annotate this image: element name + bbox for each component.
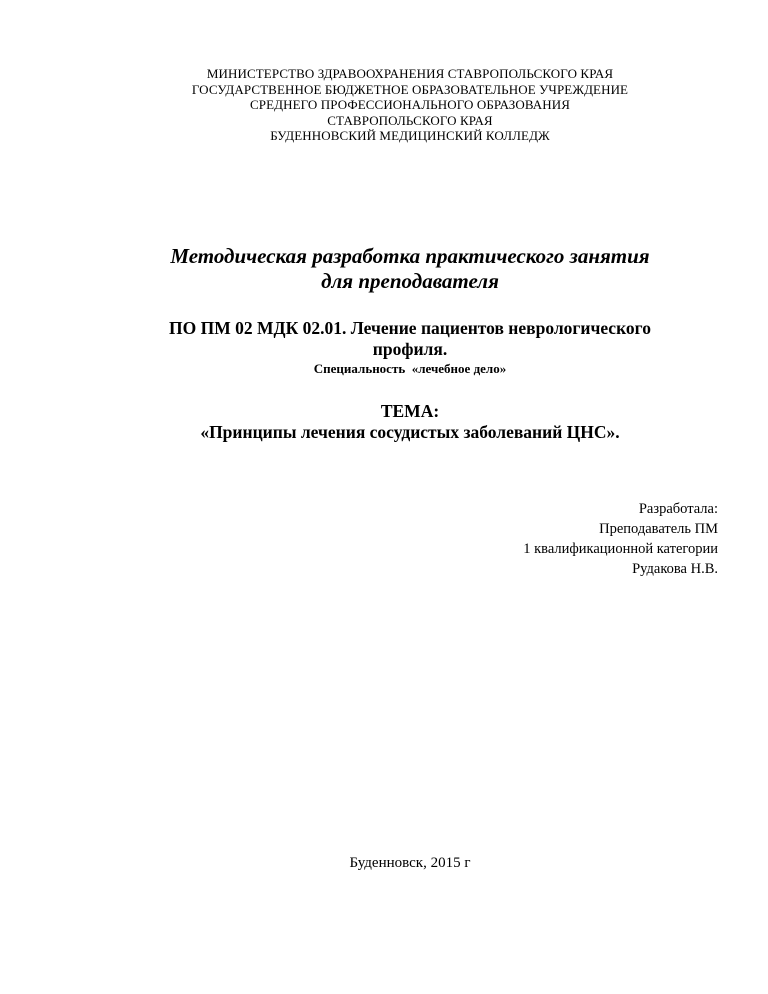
- header-region-line: СТАВРОПОЛЬСКОГО КРАЯ: [327, 112, 493, 128]
- document-title-line-1: Методическая разработка практического занятия: [170, 244, 650, 268]
- author-developed-by-label: Разработала:: [638, 501, 718, 517]
- author-name: Рудакова Н.В.: [632, 561, 718, 577]
- header-college-name-line: БУДЕННОВСКИЙ МЕДИЦИНСКИЙ КОЛЛЕДЖ: [270, 128, 550, 143]
- header-ministry-line: МИНИСТЕРСТВО ЗДРАВООХРАНЕНИЯ СТАВРОПОЛЬСКОГО КРАЯ: [206, 66, 614, 81]
- course-heading: [0, 318, 768, 360]
- document-title: [0, 244, 768, 294]
- author-position: Преподаватель ПМ: [599, 521, 718, 537]
- header-education-level-line: СРЕДНЕГО ПРОФЕССИОНАЛЬНОГО ОБРАЗОВАНИЯ: [249, 97, 571, 112]
- document-title-line-2: для преподавателя: [321, 269, 499, 293]
- course-heading-line-2: профиля.: [372, 339, 448, 359]
- author-qualification: 1 квалификационной категории: [523, 541, 718, 557]
- author-block: [523, 499, 718, 579]
- institution-header: [0, 66, 768, 144]
- specialty-line: Специальность «лечебное дело»: [313, 361, 507, 376]
- course-heading-line-1: ПО ПМ 02 МДК 02.01. Лечение пациентов неврологического: [169, 318, 651, 338]
- header-institution-type-line: ГОСУДАРСТВЕННОЕ БЮДЖЕТНОЕ ОБРАЗОВАТЕЛЬНОЕ УЧРЕЖДЕНИЕ: [191, 81, 629, 97]
- topic-text: «Принципы лечения сосудистых заболеваний ЦНС».: [200, 422, 620, 442]
- place-and-year: Буденновск, 2015 г: [349, 855, 471, 871]
- topic-block: [0, 401, 768, 443]
- topic-label: ТЕМА:: [380, 401, 440, 421]
